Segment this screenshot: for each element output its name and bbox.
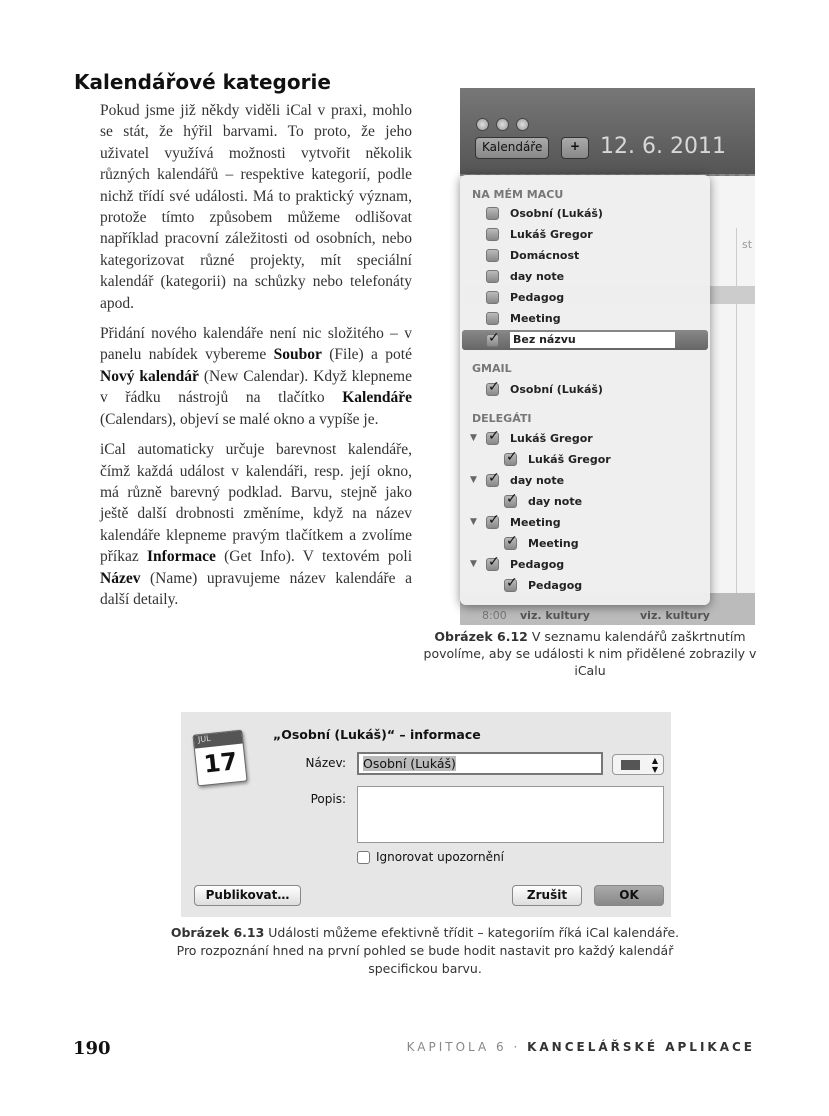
calendar-checkbox[interactable]: [486, 474, 499, 487]
cancel-button[interactable]: Zrušit: [512, 885, 582, 906]
calendar-checkbox[interactable]: [486, 291, 499, 304]
disclosure-triangle-icon[interactable]: ▼: [470, 517, 477, 527]
caption-text: Události můžeme efektivně třídit – kategoriím říká iCal kalendáře. Pro rozpoznání hned na první pohled se bude hodit nastavit pro každý kalendář specifickou barvu.: [176, 925, 680, 976]
calendar-list-item[interactable]: [460, 379, 710, 399]
icon-day: 17: [202, 747, 239, 779]
caption-text: V seznamu kalendářů zaškrtnutím povolíme, aby se události k nim přidělené zobrazily v iCalu: [423, 629, 757, 678]
paragraph: [100, 439, 412, 610]
text-run: (File) a poté: [321, 346, 412, 364]
emphasis: Kalendáře: [342, 389, 412, 407]
calendar-label: Lukáš Gregor: [510, 431, 593, 445]
calendar-checkbox[interactable]: [486, 249, 499, 262]
calendar-list-item[interactable]: [460, 554, 710, 574]
name-label: Název:: [305, 756, 346, 770]
color-swatch: [621, 760, 640, 770]
calendar-label: Meeting: [510, 515, 561, 529]
calendar-list-item[interactable]: [460, 203, 710, 223]
emphasis: Název: [100, 569, 141, 587]
ok-button[interactable]: OK: [594, 885, 664, 906]
icon-month: JUL: [194, 731, 243, 749]
calendar-checkbox[interactable]: [504, 495, 517, 508]
text-run: (Get Info). V textovém poli: [215, 548, 413, 566]
text-run: (Calendars), objeví se malé okno a vypíše je.: [100, 410, 379, 428]
calendar-event: viz. kultury: [520, 609, 590, 622]
calendar-list-item[interactable]: [460, 266, 710, 286]
calendar-checkbox[interactable]: [486, 207, 499, 220]
calendar-label: Meeting: [528, 536, 579, 550]
emphasis: Informace: [147, 548, 216, 566]
text-run: (Name) upravujeme název kalendáře a další detaily.: [100, 569, 412, 608]
calendar-checkbox[interactable]: [486, 334, 499, 347]
calendar-checkbox[interactable]: [504, 453, 517, 466]
text-run: Pokud jsme již někdy viděli iCal v praxi, mohlo se stát, že hýřil barvami. To proto, že jeho uživatel využívá možnosti vytvořit několik různých kalendářů – respektive kategorií, podle nichž třídí své události. Má to praktický význam, protože tímto způsobem můžeme odlišovat například pracovní záležitosti od osobních, nebo kategorizovat různé projekty, mít speciální kalendář (kategorii) na schůzky nebo telefonáty apod.: [100, 102, 412, 312]
calendar-list-item[interactable]: [460, 575, 710, 595]
calendar-checkbox[interactable]: [486, 558, 499, 571]
calendar-label: Pedagog: [510, 557, 565, 571]
calendar-list-item[interactable]: [460, 245, 710, 265]
calendar-checkbox[interactable]: [486, 312, 499, 325]
running-footer: [407, 1040, 755, 1054]
calendar-list-item[interactable]: [460, 491, 710, 511]
calendar-label: Osobní (Lukáš): [510, 382, 603, 396]
calendar-label: Pedagog: [528, 578, 583, 592]
ical-toolbar: [460, 88, 755, 176]
calendar-checkbox[interactable]: [486, 270, 499, 283]
calendar-list-item[interactable]: [460, 449, 710, 469]
calendar-day: st: [742, 238, 753, 251]
popover-section-header: NA MÉM MACU: [472, 188, 564, 201]
calendar-label: day note: [510, 473, 565, 487]
chapter-title: KANCELÁŘSKÉ APLIKACE: [527, 1040, 755, 1054]
popover-section-header: DELEGÁTI: [472, 412, 532, 425]
calendar-checkbox[interactable]: [486, 383, 499, 396]
calendar-list-item[interactable]: [460, 224, 710, 244]
page-number: 190: [73, 1038, 111, 1059]
color-select[interactable]: [612, 754, 664, 775]
paragraph: [100, 323, 412, 430]
calendar-name-input[interactable]: Bez názvu: [510, 332, 675, 348]
zoom-window-icon[interactable]: [516, 118, 529, 131]
calendar-list-item[interactable]: [462, 330, 708, 350]
calendars-button[interactable]: Kalendáře: [475, 137, 549, 159]
calendar-checkbox[interactable]: [504, 579, 517, 592]
ignore-alerts-label: Ignorovat upozornění: [376, 850, 504, 864]
calendar-label: Lukáš Gregor: [528, 452, 611, 466]
disclosure-triangle-icon[interactable]: ▼: [470, 433, 477, 443]
disclosure-triangle-icon[interactable]: ▼: [470, 475, 477, 485]
calendar-list-item[interactable]: [460, 470, 710, 490]
calendar-label: day note: [510, 269, 565, 283]
minimize-window-icon[interactable]: [496, 118, 509, 131]
text-run: Přidání nového kalendáře není nic složitého – v panelu nabídek vybereme: [100, 325, 412, 364]
calendar-info-dialog: [181, 712, 671, 917]
publish-button[interactable]: Publikovat…: [194, 885, 301, 906]
paragraph: [100, 100, 412, 314]
calendar-list-item[interactable]: [460, 533, 710, 553]
calendar-event: viz. kultury: [640, 609, 710, 622]
calendar-label: Meeting: [510, 311, 561, 325]
ical-app-icon: [192, 730, 247, 787]
stepper-arrows-icon: ▲ ▼: [651, 756, 658, 774]
figure-caption: [160, 924, 690, 978]
calendar-label: Pedagog: [510, 290, 565, 304]
body-text: [100, 100, 412, 619]
calendar-list-item[interactable]: [460, 428, 710, 448]
emphasis: Nový kalendář: [100, 367, 199, 385]
calendar-time: 8:00: [482, 609, 507, 622]
caption-label: Obrázek 6.12: [434, 629, 528, 644]
calendar-checkbox[interactable]: [486, 432, 499, 445]
figure-caption: [420, 628, 760, 679]
text-run: iCal automaticky určuje barevnost kalendáře, čímž každá událost v kalendáři, resp. její okno, má různě barevný podklad. Barvu, stejně jako ještě další drobnosti změníme, když na název kalendáře klepneme pravým tlačítkem a zvolíme příkaz: [100, 441, 412, 566]
description-input[interactable]: [357, 786, 664, 843]
name-value: Osobní (Lukáš): [363, 756, 456, 771]
disclosure-triangle-icon[interactable]: ▼: [470, 559, 477, 569]
calendar-label: day note: [528, 494, 583, 508]
calendar-checkbox[interactable]: [486, 516, 499, 529]
calendar-checkbox[interactable]: [486, 228, 499, 241]
popover-section-header: GMAIL: [472, 362, 512, 375]
calendar-label: Domácnost: [510, 248, 580, 262]
calendar-checkbox[interactable]: [504, 537, 517, 550]
calendars-popover: [460, 175, 710, 605]
calendar-list-item[interactable]: [460, 308, 710, 328]
add-calendar-button[interactable]: +: [561, 137, 589, 159]
calendar-label: Lukáš Gregor: [510, 227, 593, 241]
section-heading: Kalendářové kategorie: [74, 70, 331, 94]
caption-label: Obrázek 6.13: [170, 925, 265, 940]
description-label: Popis:: [310, 792, 346, 806]
dialog-title: „Osobní (Lukáš)“ – informace: [273, 727, 481, 742]
calendar-label: Osobní (Lukáš): [510, 206, 603, 220]
calendar-date: 12. 6. 2011: [600, 134, 726, 159]
close-window-icon[interactable]: [476, 118, 489, 131]
calendar-list-item[interactable]: [460, 287, 710, 307]
calendar-list-item[interactable]: [460, 512, 710, 532]
chapter-number: KAPITOLA 6 ·: [406, 1040, 528, 1054]
ignore-alerts-checkbox[interactable]: [357, 851, 370, 864]
emphasis: Soubor: [273, 346, 322, 364]
name-input[interactable]: [357, 752, 603, 775]
text-run: (New Calendar). Když klepneme v řádku nástrojů na tlačítko: [100, 367, 412, 407]
